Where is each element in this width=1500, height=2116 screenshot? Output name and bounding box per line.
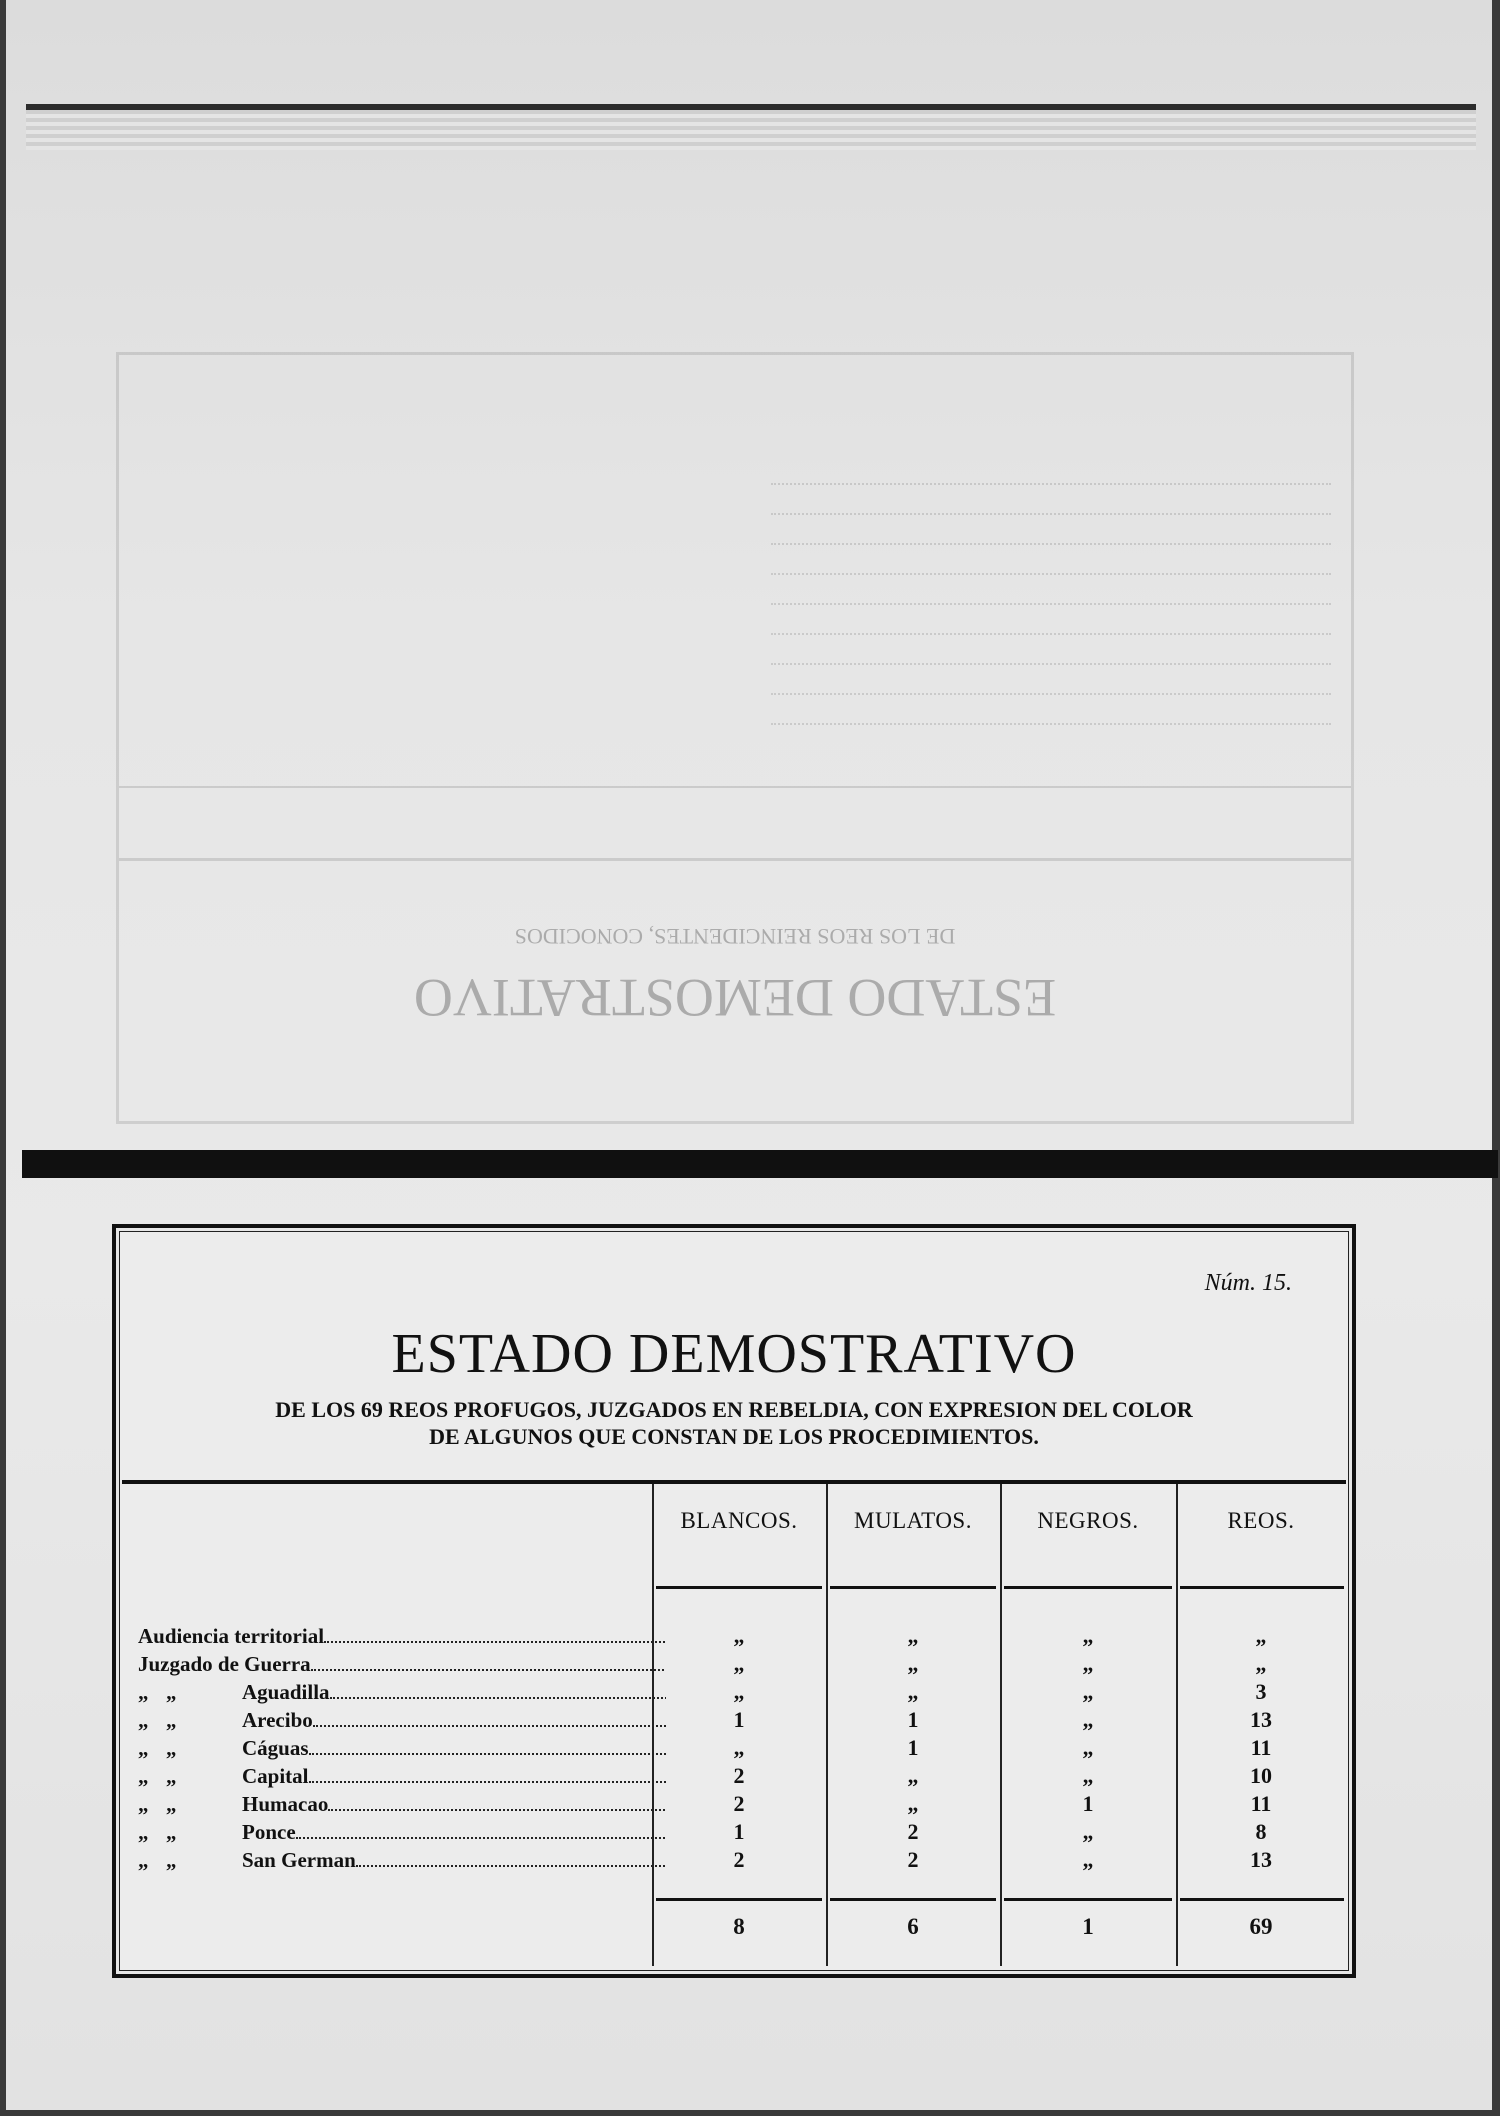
cell-negros: „: [1082, 1651, 1094, 1676]
row-label-text: Audiencia territorial: [138, 1624, 325, 1648]
cell-negros: „: [1082, 1763, 1094, 1788]
cell-negros: „: [1082, 1707, 1094, 1732]
total-negros: 1: [1082, 1914, 1094, 1939]
cell-mulatos: „: [907, 1679, 919, 1704]
cell-blancos: 2: [733, 1847, 745, 1872]
ditto-mark: „: [166, 1792, 177, 1816]
total-blancos: 8: [733, 1914, 745, 1939]
cell-reos: 13: [1250, 1707, 1272, 1732]
ditto-mark: „: [166, 1848, 177, 1872]
ditto-mark: „: [138, 1708, 149, 1732]
row-label-text: Arecibo: [242, 1708, 313, 1732]
ditto-mark: „: [166, 1680, 177, 1704]
ditto-mark: „: [166, 1708, 177, 1732]
document-number: Núm. 15.: [1204, 1270, 1292, 1296]
cell-reos: 10: [1250, 1763, 1272, 1788]
column-header-rule: [1180, 1586, 1344, 1589]
ditto-mark: „: [166, 1764, 177, 1788]
total-reos: 69: [1249, 1914, 1273, 1939]
cell-mulatos: „: [907, 1763, 919, 1788]
cell-negros: „: [1082, 1623, 1094, 1648]
dot-leader: [330, 1697, 666, 1699]
cell-blancos: 1: [733, 1819, 745, 1844]
cell-negros: 1: [1082, 1791, 1094, 1816]
dot-leader: [311, 1669, 666, 1671]
ditto-mark: „: [138, 1736, 149, 1760]
cell-mulatos: „: [907, 1791, 919, 1816]
row-label-text: Ponce: [242, 1820, 296, 1844]
ditto-mark: „: [138, 1680, 149, 1704]
total-rule: [1004, 1898, 1172, 1901]
column-header-reos: REOS.: [1227, 1508, 1295, 1533]
cell-blancos: „: [733, 1735, 745, 1760]
cell-reos: 11: [1250, 1735, 1272, 1760]
cell-reos: 8: [1255, 1819, 1267, 1844]
ditto-mark: „: [138, 1764, 149, 1788]
cell-mulatos: 1: [907, 1707, 919, 1732]
row-label-text: Capital: [242, 1764, 309, 1788]
document-subtitle: [116, 1396, 1352, 1450]
row-label: [138, 1706, 666, 1734]
cell-mulatos: 2: [907, 1819, 919, 1844]
row-label-text: Juzgado de Guerra: [138, 1652, 311, 1676]
cell-reos: 11: [1250, 1791, 1272, 1816]
ditto-mark: „: [138, 1820, 149, 1844]
ditto-mark: „: [166, 1736, 177, 1760]
dot-leader: [328, 1809, 666, 1811]
header-rule: [122, 1480, 1346, 1484]
column-header-mulatos: MULATOS.: [854, 1508, 972, 1533]
row-label: [138, 1818, 666, 1846]
bleed-through-rows: [771, 481, 1331, 751]
cell-blancos: 2: [733, 1791, 745, 1816]
dot-leader: [296, 1837, 666, 1839]
subtitle-line-2: DE ALGUNOS QUE CONSTAN DE LOS PROCEDIMIENTOS.: [429, 1424, 1039, 1449]
cell-negros: „: [1082, 1819, 1094, 1844]
cell-negros: „: [1082, 1679, 1094, 1704]
page-stack-edge: [26, 104, 1476, 150]
dot-leader: [309, 1753, 666, 1755]
column-header-rule: [1004, 1586, 1172, 1589]
row-label: [138, 1790, 666, 1818]
column-header-blancos: BLANCOS.: [680, 1508, 798, 1533]
dot-leader: [313, 1725, 666, 1727]
row-label-text: San German: [242, 1848, 356, 1872]
cell-blancos: „: [733, 1623, 745, 1648]
cell-reos: „: [1255, 1651, 1267, 1676]
row-label-text: Aguadilla: [242, 1680, 330, 1704]
cell-blancos: 2: [733, 1763, 745, 1788]
column-header-rule: [830, 1586, 996, 1589]
total-mulatos: 6: [907, 1914, 919, 1939]
row-label: [138, 1678, 666, 1706]
ditto-mark: „: [166, 1820, 177, 1844]
ditto-mark: „: [138, 1792, 149, 1816]
row-label: [138, 1846, 666, 1874]
cell-reos: 3: [1255, 1679, 1267, 1704]
column-header-rule: [656, 1586, 822, 1589]
column-header-negros: NEGROS.: [1037, 1508, 1139, 1533]
cell-mulatos: 1: [907, 1735, 919, 1760]
row-label: [138, 1650, 666, 1678]
total-rule: [830, 1898, 996, 1901]
dot-leader: [356, 1865, 666, 1867]
row-label: [138, 1622, 666, 1650]
estado-demostrativo-table: [112, 1224, 1356, 1978]
cell-blancos: 1: [733, 1707, 745, 1732]
bleed-through-title: ESTADO DEMOSTRATIVO: [413, 968, 1057, 1028]
total-rule: [1180, 1898, 1344, 1901]
page-fold-shadow: [22, 1150, 1498, 1178]
row-label: [138, 1734, 666, 1762]
document-title: ESTADO DEMOSTRATIVO: [391, 1323, 1077, 1385]
total-rule: [656, 1898, 822, 1901]
cell-reos: 13: [1250, 1847, 1272, 1872]
cell-negros: „: [1082, 1847, 1094, 1872]
bleed-through-header-row: [119, 786, 1351, 861]
bleed-through-subtitle: DE LOS REOS REINCIDENTES, CONOCIDOS: [514, 924, 956, 949]
cell-negros: „: [1082, 1735, 1094, 1760]
row-label: [138, 1762, 666, 1790]
cell-mulatos: „: [907, 1623, 919, 1648]
ditto-mark: „: [138, 1848, 149, 1872]
subtitle-line-1: DE LOS 69 REOS PROFUGOS, JUZGADOS EN REBELDIA, CON EXPRESION DEL COLOR: [275, 1397, 1193, 1422]
bleed-through-table: [116, 352, 1354, 1124]
cell-blancos: „: [733, 1651, 745, 1676]
row-label-text: Humacao: [242, 1792, 329, 1816]
dot-leader: [309, 1781, 666, 1783]
cell-mulatos: „: [907, 1651, 919, 1676]
cell-blancos: „: [733, 1679, 745, 1704]
row-label-text: Cáguas: [242, 1736, 309, 1760]
cell-mulatos: 2: [907, 1847, 919, 1872]
cell-reos: „: [1255, 1623, 1267, 1648]
dot-leader: [324, 1641, 666, 1643]
